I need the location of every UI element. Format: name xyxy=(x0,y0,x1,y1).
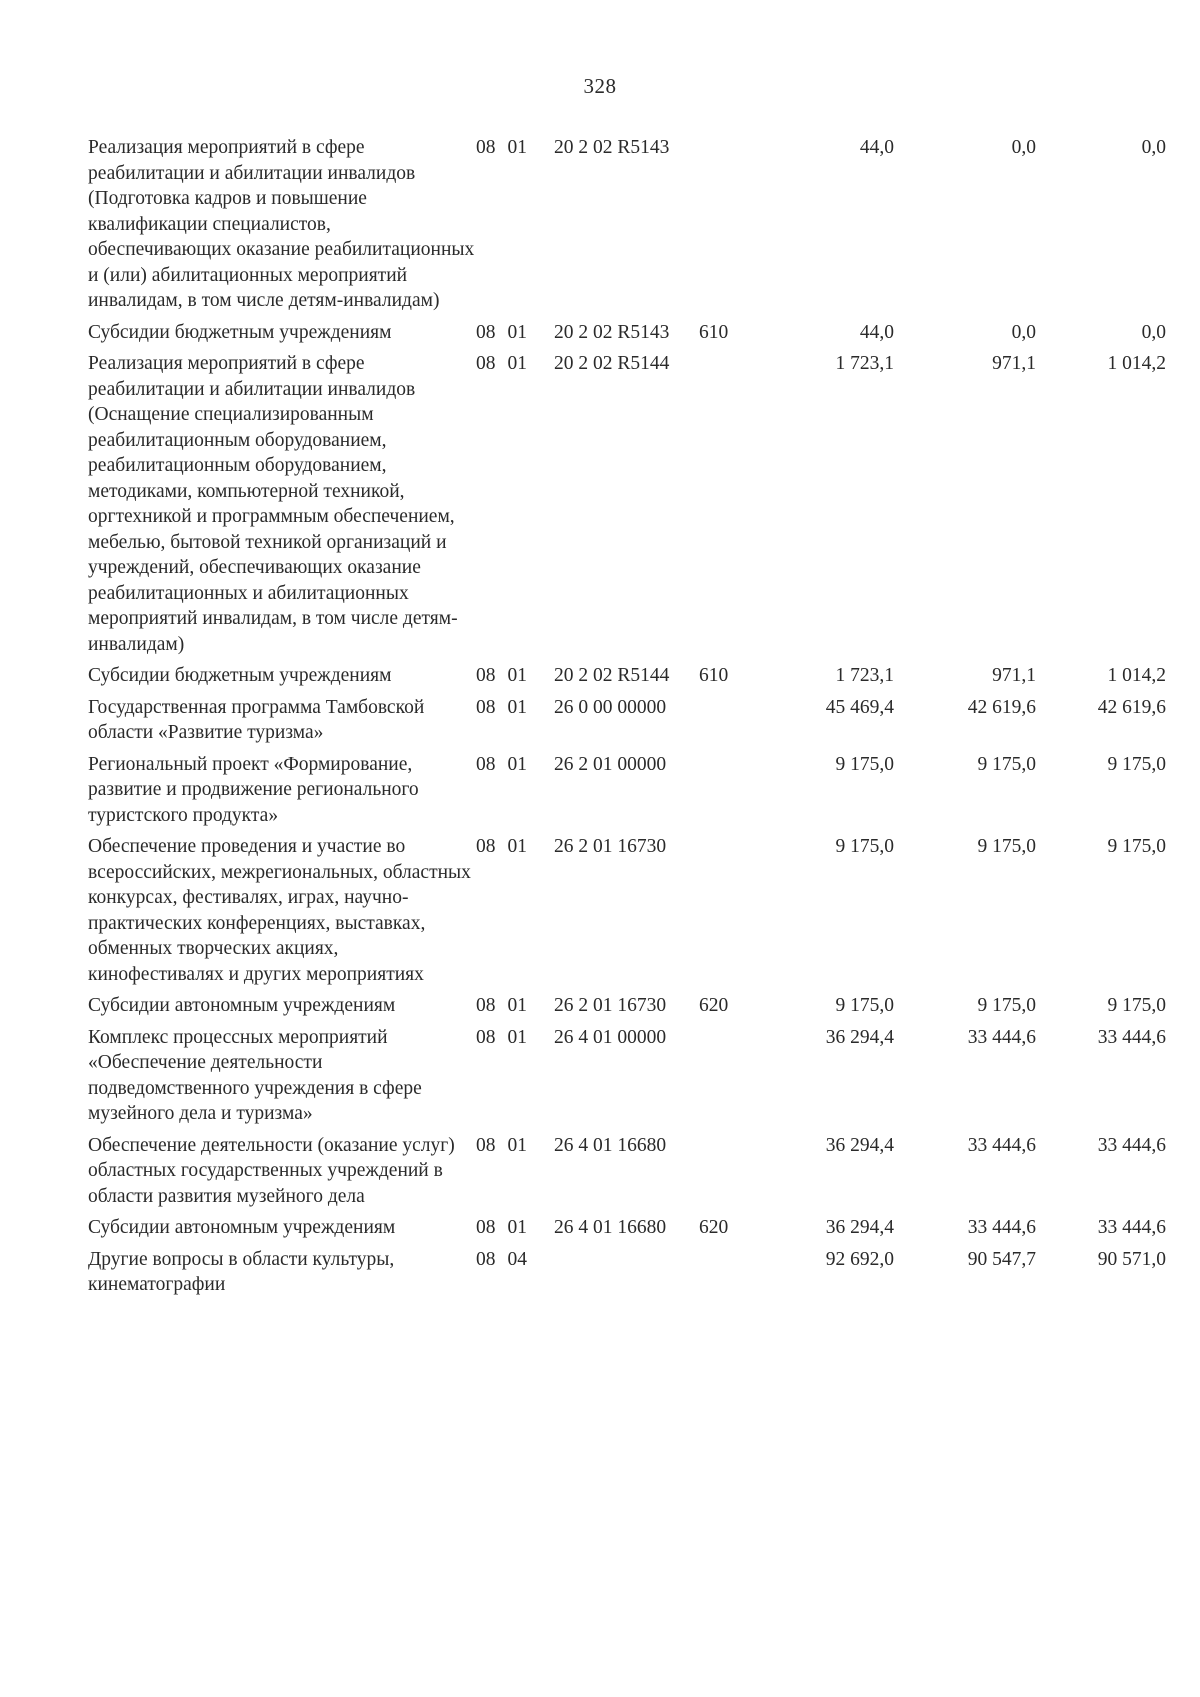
table-row xyxy=(88,1247,1166,1304)
row-name: Комплекс процессных мероприятий «Обеспечение деятельности подведомственного учреждения в сфере музейного дела и туризма» xyxy=(88,1026,422,1124)
row-year3: 1 014,2 xyxy=(1107,353,1166,374)
table-row xyxy=(88,1025,1166,1133)
row-year1: 9 175,0 xyxy=(835,836,894,857)
row-rz: 08 xyxy=(476,836,496,857)
row-section xyxy=(476,320,554,352)
row-year1: 92 692,0 xyxy=(825,1248,894,1270)
row-vr xyxy=(699,1247,759,1304)
row-year1: 36 294,4 xyxy=(825,1026,894,1048)
row-section xyxy=(476,695,554,752)
row-year2: 33 444,6 xyxy=(967,1217,1036,1238)
row-year3: 9 175,0 xyxy=(1107,836,1166,857)
row-csr: 26 2 01 00000 xyxy=(554,753,667,775)
row-year3: 9 175,0 xyxy=(1107,995,1166,1016)
row-vr: 620 xyxy=(699,1217,729,1238)
row-csr: 20 2 02 R5144 xyxy=(554,353,670,374)
row-section xyxy=(476,1247,554,1304)
row-year3: 33 444,6 xyxy=(1097,1217,1166,1238)
row-name: Реализация мероприятий в сфере реабилитации и абилитации инвалидов (Оснащение специализированным реабилитационным оборудованием, реабилитационным оборудованием, методиками, компьютерной техникой, оргтехникой и программным обеспечением, мебелью, бытовой техникой организаций и учреждений, обеспечивающих оказание реабилитационных и абилитационных мероприятий инвалидам, в том числе детям-инвалидам) xyxy=(88,353,458,655)
row-year2: 0,0 xyxy=(1011,137,1036,158)
row-name: Обеспечение проведения и участие во всероссийских, межрегиональных, областных конкурсах, фестивалях, играх, научно-практических конференциях, выставках, обменных творческих акциях, кинофестивалях и других мероприятиях xyxy=(88,836,471,985)
row-csr: 26 4 01 00000 xyxy=(554,1026,667,1048)
row-vr xyxy=(699,695,759,752)
row-vr: 610 xyxy=(699,321,729,343)
row-year2: 971,1 xyxy=(992,665,1036,686)
row-rz: 08 xyxy=(476,1134,496,1156)
row-vr xyxy=(699,834,759,993)
row-section xyxy=(476,752,554,835)
row-pr: 01 xyxy=(507,353,527,374)
row-csr xyxy=(554,1247,699,1304)
row-name: Субсидии автономным учреждениям xyxy=(88,995,396,1016)
row-year3: 42 619,6 xyxy=(1097,696,1166,718)
row-pr: 01 xyxy=(507,1026,527,1048)
row-name: Государственная программа Тамбовской области «Развитие туризма» xyxy=(88,696,425,743)
row-name: Субсидии автономным учреждениям xyxy=(88,1217,396,1238)
row-vr xyxy=(699,1025,759,1133)
row-rz: 08 xyxy=(476,1217,496,1238)
row-year2: 9 175,0 xyxy=(977,836,1036,857)
row-year1: 9 175,0 xyxy=(835,995,894,1016)
row-rz: 08 xyxy=(476,1248,496,1270)
row-csr: 26 4 01 16680 xyxy=(554,1217,667,1238)
row-year1: 1 723,1 xyxy=(835,353,894,374)
table-row xyxy=(88,663,1166,695)
row-year3: 33 444,6 xyxy=(1097,1134,1166,1156)
row-year1: 45 469,4 xyxy=(825,696,894,718)
row-pr: 01 xyxy=(507,836,527,857)
row-year2: 33 444,6 xyxy=(967,1026,1036,1048)
row-year2: 971,1 xyxy=(992,353,1036,374)
row-vr: 610 xyxy=(699,665,729,686)
row-rz: 08 xyxy=(476,353,496,374)
row-year1: 36 294,4 xyxy=(825,1134,894,1156)
row-year2: 33 444,6 xyxy=(967,1134,1036,1156)
row-rz: 08 xyxy=(476,696,496,718)
row-pr: 01 xyxy=(507,665,527,686)
table-row xyxy=(88,1215,1166,1247)
row-name: Другие вопросы в области культуры, кинематографии xyxy=(88,1248,395,1295)
row-csr: 26 0 00 00000 xyxy=(554,696,667,718)
table-row xyxy=(88,834,1166,993)
row-year3: 0,0 xyxy=(1141,137,1166,158)
row-year1: 1 723,1 xyxy=(835,665,894,686)
row-year3: 33 444,6 xyxy=(1097,1026,1166,1048)
row-pr: 01 xyxy=(507,995,527,1016)
table-row xyxy=(88,695,1166,752)
row-year2: 9 175,0 xyxy=(977,753,1036,775)
row-year3: 9 175,0 xyxy=(1107,753,1166,775)
row-section xyxy=(476,135,554,320)
row-year2: 9 175,0 xyxy=(977,995,1036,1016)
row-year1: 44,0 xyxy=(859,137,894,158)
row-vr xyxy=(699,752,759,835)
row-year2: 0,0 xyxy=(1011,321,1036,343)
row-year1: 9 175,0 xyxy=(835,753,894,775)
row-rz: 08 xyxy=(476,665,496,686)
row-vr xyxy=(699,135,759,320)
row-section xyxy=(476,834,554,993)
table-row xyxy=(88,351,1166,663)
row-year3: 90 571,0 xyxy=(1097,1248,1166,1270)
row-section xyxy=(476,1133,554,1216)
budget-table xyxy=(88,135,1166,1304)
row-pr: 01 xyxy=(507,696,527,718)
row-year2: 90 547,7 xyxy=(967,1248,1036,1270)
row-rz: 08 xyxy=(476,137,496,158)
row-section xyxy=(476,663,554,695)
row-pr: 01 xyxy=(507,321,527,343)
row-pr: 01 xyxy=(507,1217,527,1238)
row-rz: 08 xyxy=(476,321,496,343)
table-row xyxy=(88,752,1166,835)
row-csr: 20 2 02 R5143 xyxy=(554,137,670,158)
row-section xyxy=(476,1025,554,1133)
row-pr: 01 xyxy=(507,137,527,158)
row-year3: 1 014,2 xyxy=(1107,665,1166,686)
row-csr: 20 2 02 R5144 xyxy=(554,665,670,686)
row-pr: 01 xyxy=(507,1134,527,1156)
row-rz: 08 xyxy=(476,753,496,775)
row-vr xyxy=(699,1133,759,1216)
row-year1: 36 294,4 xyxy=(825,1217,894,1238)
row-name: Обеспечение деятельности (оказание услуг) областных государственных учреждений в области развития музейного дела xyxy=(88,1134,455,1207)
row-rz: 08 xyxy=(476,1026,496,1048)
row-year3: 0,0 xyxy=(1141,321,1166,343)
row-year1: 44,0 xyxy=(859,321,894,343)
budget-table-body xyxy=(88,135,1166,1304)
row-name: Региональный проект «Формирование, развитие и продвижение регионального туристского продукта» xyxy=(88,753,419,826)
row-pr: 01 xyxy=(507,753,527,775)
row-csr: 26 2 01 16730 xyxy=(554,836,667,857)
page-number: 328 xyxy=(583,74,617,98)
table-row xyxy=(88,1133,1166,1216)
row-csr: 20 2 02 R5143 xyxy=(554,321,670,343)
row-csr: 26 4 01 16680 xyxy=(554,1134,667,1156)
row-name: Субсидии бюджетным учреждениям xyxy=(88,665,392,686)
row-section xyxy=(476,1215,554,1247)
row-section xyxy=(476,351,554,663)
table-row xyxy=(88,135,1166,320)
row-rz: 08 xyxy=(476,995,496,1016)
row-csr: 26 2 01 16730 xyxy=(554,995,667,1016)
row-pr: 04 xyxy=(507,1248,527,1270)
row-name: Реализация мероприятий в сфере реабилитации и абилитации инвалидов (Подготовка кадров и повышение квалификации специалистов, обеспечивающих оказание реабилитационных и (или) абилитационных мероприятий инвалидам, в том числе детям-инвалидам) xyxy=(88,137,475,311)
row-name: Субсидии бюджетным учреждениям xyxy=(88,321,392,343)
table-row xyxy=(88,993,1166,1025)
row-year2: 42 619,6 xyxy=(967,696,1036,718)
row-section xyxy=(476,993,554,1025)
row-vr xyxy=(699,351,759,663)
table-row xyxy=(88,320,1166,352)
row-vr: 620 xyxy=(699,995,729,1016)
